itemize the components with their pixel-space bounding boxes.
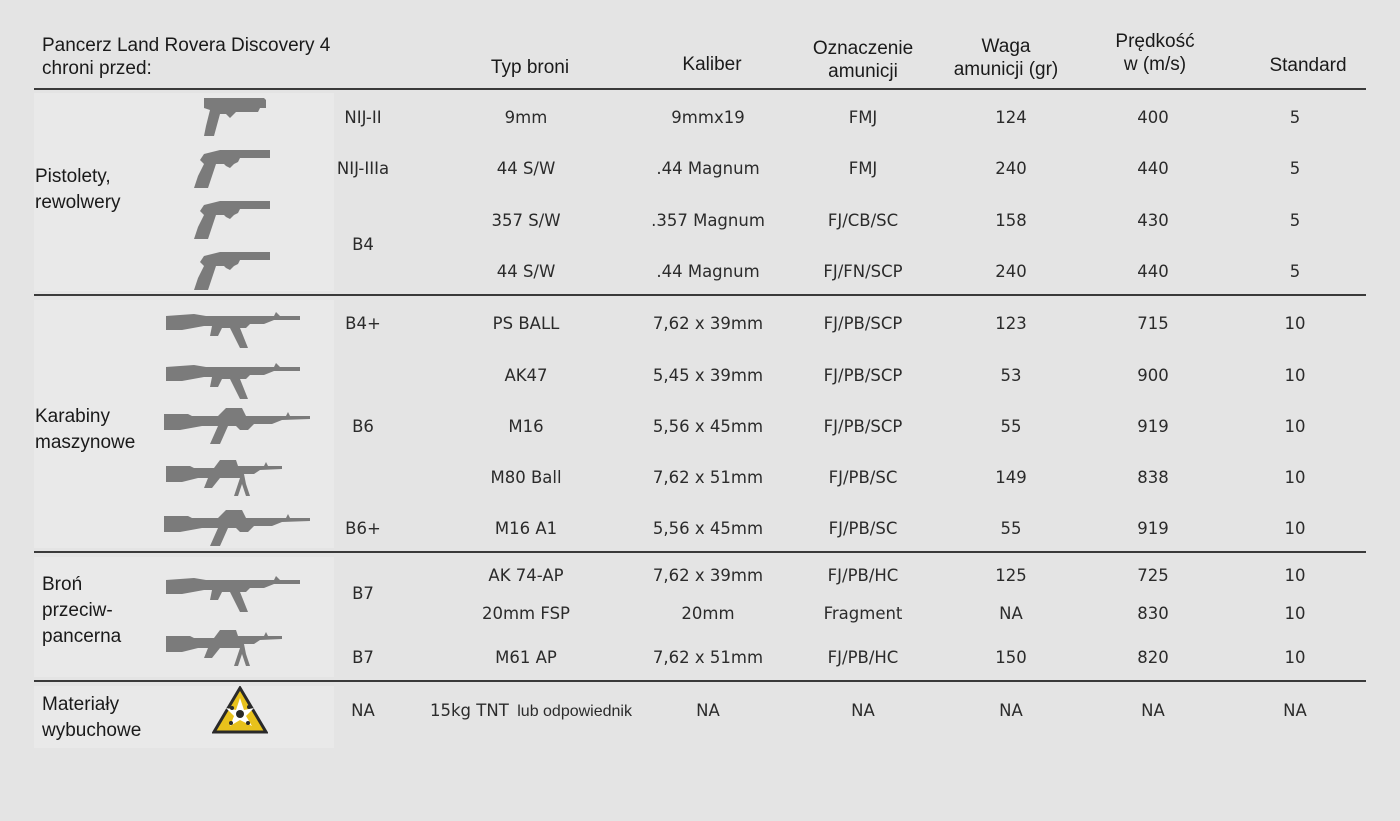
- cell-oznaczenie: FJ/PB/SCP: [823, 314, 903, 333]
- cell-oznaczenie: FJ/CB/SC: [827, 211, 899, 230]
- revolver-icon: [190, 146, 272, 190]
- cell-typ: M16 A1: [494, 519, 558, 538]
- cell-predkosc: 430: [1137, 211, 1169, 230]
- explosive-standard: NA: [1283, 701, 1307, 720]
- cell-waga: 240: [995, 159, 1027, 178]
- class-label: NIJ-II: [344, 108, 382, 127]
- class-label: NA: [351, 701, 375, 720]
- class-label: NIJ-IIIa: [336, 159, 390, 178]
- ak-rifle-icon: [164, 357, 304, 401]
- cell-predkosc: 919: [1137, 417, 1169, 436]
- header-waga: Waga amunicji (gr): [953, 36, 1059, 80]
- category-pistols: Pistolety, rewolwery: [35, 166, 121, 213]
- cell-predkosc: 900: [1137, 366, 1169, 385]
- explosive-predkosc: NA: [1141, 701, 1165, 720]
- cell-waga: 125: [995, 566, 1027, 585]
- category-rifles: Karabiny maszynowe: [35, 406, 136, 453]
- cell-standard: 10: [1284, 519, 1306, 538]
- cell-typ: M61 AP: [495, 648, 557, 667]
- cell-typ: AK47: [504, 366, 548, 385]
- m16-rifle-icon: [162, 404, 312, 448]
- cell-typ: 20mm FSP: [481, 604, 571, 623]
- cell-oznaczenie: FJ/PB/HC: [827, 648, 899, 667]
- cell-waga: 55: [1000, 417, 1022, 436]
- cell-typ: M80 Ball: [490, 468, 562, 487]
- cell-oznaczenie: FJ/PB/HC: [827, 566, 899, 585]
- header-standard: Standard: [1269, 55, 1347, 76]
- section-rule: [34, 551, 1366, 553]
- cell-kaliber: .44 Magnum: [656, 159, 760, 178]
- header-predkosc: Prędkość w (m/s): [1115, 31, 1195, 75]
- cell-predkosc: 440: [1137, 159, 1169, 178]
- cell-predkosc: 830: [1137, 604, 1169, 623]
- cell-kaliber: 7,62 x 51mm: [652, 648, 764, 667]
- cell-typ: AK 74-AP: [488, 566, 564, 585]
- cell-oznaczenie: FMJ: [848, 108, 878, 127]
- ak-rifle-icon: [164, 570, 304, 614]
- pistol-icon: [200, 96, 270, 140]
- cell-predkosc: 440: [1137, 262, 1169, 281]
- class-label: B6: [352, 417, 374, 436]
- cell-waga: 149: [995, 468, 1027, 487]
- cell-waga: 55: [1000, 519, 1022, 538]
- cell-standard: 10: [1284, 566, 1306, 585]
- cell-standard: 10: [1284, 417, 1306, 436]
- explosive-typ-small: lub odpowiednik: [517, 703, 632, 720]
- explosive-typ: [430, 701, 632, 721]
- header-oznaczenie: Oznaczenie amunicji: [812, 38, 914, 82]
- cell-typ: 357 S/W: [491, 211, 561, 230]
- cell-standard: 5: [1289, 211, 1301, 230]
- cell-kaliber: 7,62 x 39mm: [652, 566, 764, 585]
- cell-standard: 10: [1284, 366, 1306, 385]
- cell-oznaczenie: FMJ: [848, 159, 878, 178]
- cell-kaliber: 20mm: [681, 604, 735, 623]
- cell-kaliber: 7,62 x 39mm: [652, 314, 764, 333]
- cell-oznaczenie: FJ/PB/SCP: [823, 366, 903, 385]
- cell-waga: NA: [999, 604, 1023, 623]
- header-typ: Typ broni: [490, 57, 570, 78]
- cell-standard: 10: [1284, 314, 1306, 333]
- cell-oznaczenie: Fragment: [823, 604, 903, 623]
- class-label: B7: [352, 584, 374, 603]
- cell-kaliber: 9mmx19: [671, 108, 745, 127]
- m16-rifle-icon: [162, 506, 312, 550]
- cell-oznaczenie: FJ/FN/SCP: [823, 262, 903, 281]
- revolver-icon: [190, 197, 272, 241]
- cell-kaliber: 5,56 x 45mm: [652, 519, 764, 538]
- cell-predkosc: 400: [1137, 108, 1169, 127]
- machine-gun-icon: [164, 456, 284, 504]
- class-label: B4: [352, 235, 374, 254]
- cell-standard: 10: [1284, 468, 1306, 487]
- category-explosives: Materiały wybuchowe: [42, 694, 142, 741]
- category-antiarmor: Broń przeciw- pancerna: [42, 574, 122, 647]
- revolver-icon: [190, 248, 272, 292]
- explosive-kaliber: NA: [696, 701, 720, 720]
- cell-kaliber: 7,62 x 51mm: [652, 468, 764, 487]
- cell-kaliber: 5,56 x 45mm: [652, 417, 764, 436]
- explosive-waga: NA: [999, 701, 1023, 720]
- ak-rifle-icon: [164, 306, 304, 350]
- header-kaliber: Kaliber: [682, 54, 742, 75]
- cell-predkosc: 919: [1137, 519, 1169, 538]
- cell-standard: 10: [1284, 604, 1306, 623]
- page-title: Pancerz Land Rovera Discovery 4 chroni przed:: [42, 35, 331, 79]
- class-label: B7: [352, 648, 374, 667]
- machine-gun-icon: [164, 626, 284, 674]
- cell-typ: M16: [508, 417, 544, 436]
- explosive-typ-main: 15kg TNT: [430, 701, 509, 720]
- cell-waga: 158: [995, 211, 1027, 230]
- cell-kaliber: 5,45 x 39mm: [652, 366, 764, 385]
- cell-typ: PS BALL: [492, 314, 560, 333]
- section-rule: [34, 680, 1366, 682]
- cell-typ: 9mm: [504, 108, 548, 127]
- cell-kaliber: .44 Magnum: [656, 262, 760, 281]
- cell-waga: 53: [1000, 366, 1022, 385]
- cell-standard: 5: [1289, 159, 1301, 178]
- cell-standard: 10: [1284, 648, 1306, 667]
- cell-waga: 124: [995, 108, 1027, 127]
- cell-waga: 123: [995, 314, 1027, 333]
- cell-predkosc: 820: [1137, 648, 1169, 667]
- cell-predkosc: 715: [1137, 314, 1169, 333]
- cell-oznaczenie: FJ/PB/SC: [828, 519, 898, 538]
- class-label: B6+: [345, 519, 381, 538]
- cell-predkosc: 838: [1137, 468, 1169, 487]
- cell-kaliber: .357 Magnum: [651, 211, 765, 230]
- explosive-hazard-icon: [212, 686, 268, 734]
- cell-typ: 44 S/W: [496, 159, 556, 178]
- cell-standard: 5: [1289, 262, 1301, 281]
- header-rule: [34, 88, 1366, 90]
- cell-predkosc: 725: [1137, 566, 1169, 585]
- cell-waga: 150: [995, 648, 1027, 667]
- cell-waga: 240: [995, 262, 1027, 281]
- cell-standard: 5: [1289, 108, 1301, 127]
- class-label: B4+: [345, 314, 381, 333]
- cell-typ: 44 S/W: [496, 262, 556, 281]
- explosive-oznaczenie: NA: [851, 701, 875, 720]
- cell-oznaczenie: FJ/PB/SC: [828, 468, 898, 487]
- section-rule: [34, 294, 1366, 296]
- cell-oznaczenie: FJ/PB/SCP: [823, 417, 903, 436]
